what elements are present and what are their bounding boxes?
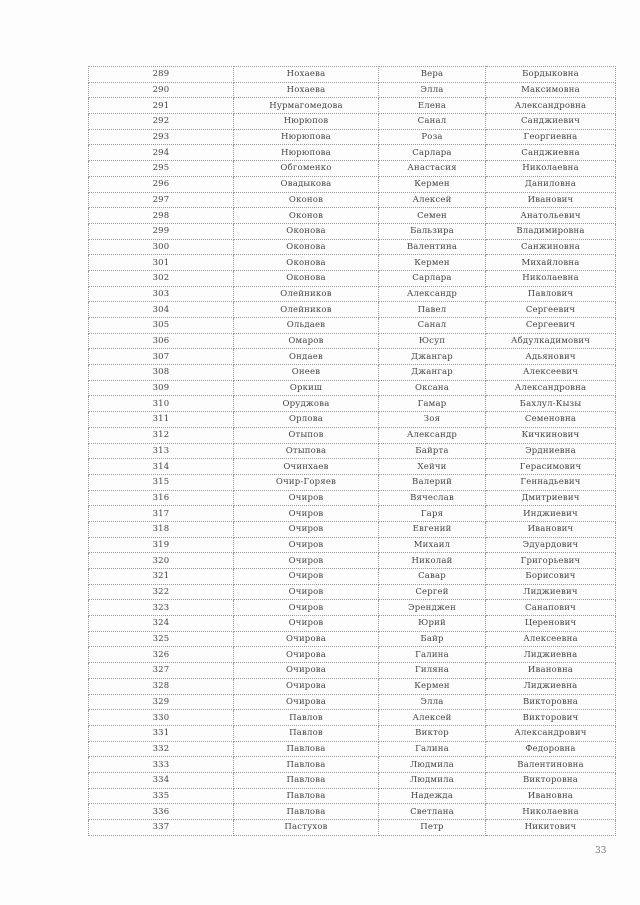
last-name-cell: Овадыкова [234,176,379,192]
table-row [89,365,616,381]
row-number-cell: 299 [89,223,234,239]
row-number-cell: 297 [89,192,234,208]
table-row [89,694,616,710]
roster-table-body [89,67,616,836]
first-name-cell: Кермен [379,176,486,192]
patronymic-cell: Викторовна [486,694,616,710]
patronymic-cell: Иванович [486,521,616,537]
table-row [89,333,616,349]
last-name-cell: Очиров [234,537,379,553]
patronymic-cell: Викторович [486,710,616,726]
patronymic-cell: Даниловна [486,176,616,192]
first-name-cell: Хейчи [379,459,486,475]
table-row [89,129,616,145]
patronymic-cell: Николаевна [486,161,616,177]
patronymic-cell: Алексеевна [486,631,616,647]
last-name-cell: Очирова [234,647,379,663]
first-name-cell: Юсуп [379,333,486,349]
first-name-cell: Людмила [379,757,486,773]
row-number-cell: 322 [89,584,234,600]
last-name-cell: Павлова [234,741,379,757]
last-name-cell: Нохаева [234,67,379,83]
row-number-cell: 331 [89,725,234,741]
last-name-cell: Оконов [234,192,379,208]
table-row [89,647,616,663]
patronymic-cell: Дмитриевич [486,490,616,506]
first-name-cell: Байрта [379,443,486,459]
last-name-cell: Олейников [234,302,379,318]
row-number-cell: 308 [89,365,234,381]
roster-table [88,66,616,836]
last-name-cell: Нюрюпов [234,114,379,130]
first-name-cell: Надежда [379,788,486,804]
first-name-cell: Елена [379,98,486,114]
patronymic-cell: Санджиевич [486,114,616,130]
last-name-cell: Оконова [234,270,379,286]
table-row [89,380,616,396]
last-name-cell: Павлов [234,725,379,741]
first-name-cell: Бальзира [379,223,486,239]
table-row [89,161,616,177]
last-name-cell: Оконов [234,208,379,224]
patronymic-cell: Николаевна [486,804,616,820]
row-number-cell: 289 [89,67,234,83]
table-row [89,678,616,694]
patronymic-cell: Эрдниевна [486,443,616,459]
patronymic-cell: Санжиновна [486,239,616,255]
row-number-cell: 305 [89,318,234,334]
last-name-cell: Отыпов [234,427,379,443]
first-name-cell: Петр [379,820,486,836]
first-name-cell: Анастасия [379,161,486,177]
table-row [89,270,616,286]
first-name-cell: Валерий [379,474,486,490]
row-number-cell: 300 [89,239,234,255]
row-number-cell: 337 [89,820,234,836]
table-row [89,553,616,569]
first-name-cell: Михаил [379,537,486,553]
last-name-cell: Омаров [234,333,379,349]
row-number-cell: 333 [89,757,234,773]
first-name-cell: Джангар [379,349,486,365]
table-row [89,710,616,726]
patronymic-cell: Сергеевич [486,302,616,318]
row-number-cell: 312 [89,427,234,443]
table-row [89,600,616,616]
first-name-cell: Сарлара [379,145,486,161]
last-name-cell: Очиров [234,506,379,522]
first-name-cell: Гамар [379,396,486,412]
table-row [89,176,616,192]
row-number-cell: 317 [89,506,234,522]
row-number-cell: 315 [89,474,234,490]
first-name-cell: Галина [379,647,486,663]
table-row [89,145,616,161]
row-number-cell: 336 [89,804,234,820]
last-name-cell: Обгоменко [234,161,379,177]
table-row [89,584,616,600]
first-name-cell: Кермен [379,678,486,694]
last-name-cell: Павлова [234,772,379,788]
row-number-cell: 311 [89,412,234,428]
page-number: 33 [595,846,607,856]
patronymic-cell: Михайловна [486,255,616,271]
last-name-cell: Очир-Горяев [234,474,379,490]
row-number-cell: 328 [89,678,234,694]
row-number-cell: 304 [89,302,234,318]
table-row [89,772,616,788]
last-name-cell: Нюрюпова [234,145,379,161]
patronymic-cell: Георгиевна [486,129,616,145]
row-number-cell: 301 [89,255,234,271]
row-number-cell: 324 [89,616,234,632]
last-name-cell: Очинхаев [234,459,379,475]
patronymic-cell: Павлович [486,286,616,302]
table-row [89,192,616,208]
last-name-cell: Павлова [234,804,379,820]
first-name-cell: Санал [379,114,486,130]
table-row [89,663,616,679]
patronymic-cell: Эдуардович [486,537,616,553]
first-name-cell: Савар [379,569,486,585]
table-row [89,239,616,255]
patronymic-cell: Бордыковна [486,67,616,83]
first-name-cell: Элла [379,694,486,710]
last-name-cell: Очиров [234,569,379,585]
row-number-cell: 298 [89,208,234,224]
last-name-cell: Онеев [234,365,379,381]
table-row [89,788,616,804]
row-number-cell: 332 [89,741,234,757]
row-number-cell: 314 [89,459,234,475]
row-number-cell: 306 [89,333,234,349]
row-number-cell: 321 [89,569,234,585]
patronymic-cell: Абдулкадимович [486,333,616,349]
row-number-cell: 290 [89,82,234,98]
table-row [89,396,616,412]
row-number-cell: 329 [89,694,234,710]
patronymic-cell: Алексеевич [486,365,616,381]
table-row [89,98,616,114]
table-row [89,569,616,585]
patronymic-cell: Лиджиевна [486,647,616,663]
row-number-cell: 309 [89,380,234,396]
first-name-cell: Роза [379,129,486,145]
row-number-cell: 307 [89,349,234,365]
row-number-cell: 323 [89,600,234,616]
first-name-cell: Алексей [379,710,486,726]
patronymic-cell: Геннадьевич [486,474,616,490]
first-name-cell: Светлана [379,804,486,820]
patronymic-cell: Бахлул-Кызы [486,396,616,412]
row-number-cell: 313 [89,443,234,459]
patronymic-cell: Лиджиевна [486,678,616,694]
table-row [89,412,616,428]
row-number-cell: 294 [89,145,234,161]
table-row [89,427,616,443]
table-row [89,82,616,98]
patronymic-cell: Сергеевич [486,318,616,334]
row-number-cell: 318 [89,521,234,537]
row-number-cell: 291 [89,98,234,114]
table-row [89,302,616,318]
first-name-cell: Сарлара [379,270,486,286]
first-name-cell: Вера [379,67,486,83]
table-row [89,443,616,459]
last-name-cell: Павлова [234,788,379,804]
table-row [89,820,616,836]
first-name-cell: Павел [379,302,486,318]
first-name-cell: Гаря [379,506,486,522]
last-name-cell: Оконова [234,255,379,271]
last-name-cell: Олейников [234,286,379,302]
patronymic-cell: Александрович [486,725,616,741]
row-number-cell: 319 [89,537,234,553]
table-row [89,67,616,83]
patronymic-cell: Инджиевич [486,506,616,522]
first-name-cell: Семен [379,208,486,224]
row-number-cell: 293 [89,129,234,145]
last-name-cell: Очирова [234,694,379,710]
first-name-cell: Александр [379,427,486,443]
last-name-cell: Пастухов [234,820,379,836]
last-name-cell: Нохаева [234,82,379,98]
last-name-cell: Очиров [234,490,379,506]
first-name-cell: Виктор [379,725,486,741]
last-name-cell: Оконова [234,223,379,239]
patronymic-cell: Максимовна [486,82,616,98]
first-name-cell: Элла [379,82,486,98]
first-name-cell: Юрий [379,616,486,632]
first-name-cell: Кермен [379,255,486,271]
row-number-cell: 320 [89,553,234,569]
patronymic-cell: Григорьевич [486,553,616,569]
last-name-cell: Очирова [234,678,379,694]
patronymic-cell: Кичкинович [486,427,616,443]
patronymic-cell: Санапович [486,600,616,616]
table-row [89,223,616,239]
last-name-cell: Нурмагомедова [234,98,379,114]
first-name-cell: Вячеслав [379,490,486,506]
table-row [89,490,616,506]
table-row [89,286,616,302]
row-number-cell: 295 [89,161,234,177]
first-name-cell: Александр [379,286,486,302]
patronymic-cell: Александровна [486,380,616,396]
patronymic-cell: Борисович [486,569,616,585]
last-name-cell: Очиров [234,616,379,632]
first-name-cell: Джангар [379,365,486,381]
patronymic-cell: Семеновна [486,412,616,428]
table-row [89,537,616,553]
last-name-cell: Очиров [234,521,379,537]
table-row [89,757,616,773]
table-row [89,506,616,522]
first-name-cell: Сергей [379,584,486,600]
last-name-cell: Оконова [234,239,379,255]
first-name-cell: Алексей [379,192,486,208]
last-name-cell: Очирова [234,631,379,647]
last-name-cell: Оркиш [234,380,379,396]
last-name-cell: Очиров [234,584,379,600]
first-name-cell: Валентина [379,239,486,255]
first-name-cell: Николай [379,553,486,569]
first-name-cell: Евгений [379,521,486,537]
last-name-cell: Нюрюпова [234,129,379,145]
first-name-cell: Эренджен [379,600,486,616]
last-name-cell: Ольдаев [234,318,379,334]
table-row [89,616,616,632]
first-name-cell: Зоя [379,412,486,428]
patronymic-cell: Герасимович [486,459,616,475]
row-number-cell: 327 [89,663,234,679]
first-name-cell: Галина [379,741,486,757]
table-row [89,459,616,475]
first-name-cell: Байр [379,631,486,647]
table-row [89,521,616,537]
table-row [89,349,616,365]
last-name-cell: Очиров [234,553,379,569]
patronymic-cell: Лиджиевич [486,584,616,600]
row-number-cell: 303 [89,286,234,302]
last-name-cell: Отыпова [234,443,379,459]
table-row [89,474,616,490]
patronymic-cell: Викторовна [486,772,616,788]
last-name-cell: Очирова [234,663,379,679]
table-row [89,741,616,757]
row-number-cell: 296 [89,176,234,192]
patronymic-cell: Александровна [486,98,616,114]
patronymic-cell: Санджиевна [486,145,616,161]
row-number-cell: 335 [89,788,234,804]
patronymic-cell: Никитович [486,820,616,836]
row-number-cell: 326 [89,647,234,663]
patronymic-cell: Иванович [486,192,616,208]
patronymic-cell: Адьянович [486,349,616,365]
row-number-cell: 330 [89,710,234,726]
row-number-cell: 292 [89,114,234,130]
patronymic-cell: Церенович [486,616,616,632]
patronymic-cell: Ивановна [486,788,616,804]
table-row [89,725,616,741]
patronymic-cell: Валентиновна [486,757,616,773]
table-row [89,804,616,820]
first-name-cell: Людмила [379,772,486,788]
first-name-cell: Гиляна [379,663,486,679]
table-row [89,114,616,130]
last-name-cell: Павлов [234,710,379,726]
patronymic-cell: Федоровна [486,741,616,757]
row-number-cell: 302 [89,270,234,286]
first-name-cell: Санал [379,318,486,334]
last-name-cell: Очиров [234,600,379,616]
row-number-cell: 334 [89,772,234,788]
last-name-cell: Павлова [234,757,379,773]
table-row [89,208,616,224]
row-number-cell: 316 [89,490,234,506]
last-name-cell: Оруджова [234,396,379,412]
table-row [89,631,616,647]
first-name-cell: Оксана [379,380,486,396]
last-name-cell: Орлова [234,412,379,428]
patronymic-cell: Николаевна [486,270,616,286]
row-number-cell: 310 [89,396,234,412]
table-row [89,255,616,271]
patronymic-cell: Ивановна [486,663,616,679]
patronymic-cell: Анатольевич [486,208,616,224]
row-number-cell: 325 [89,631,234,647]
patronymic-cell: Владимировна [486,223,616,239]
table-row [89,318,616,334]
last-name-cell: Ондаев [234,349,379,365]
